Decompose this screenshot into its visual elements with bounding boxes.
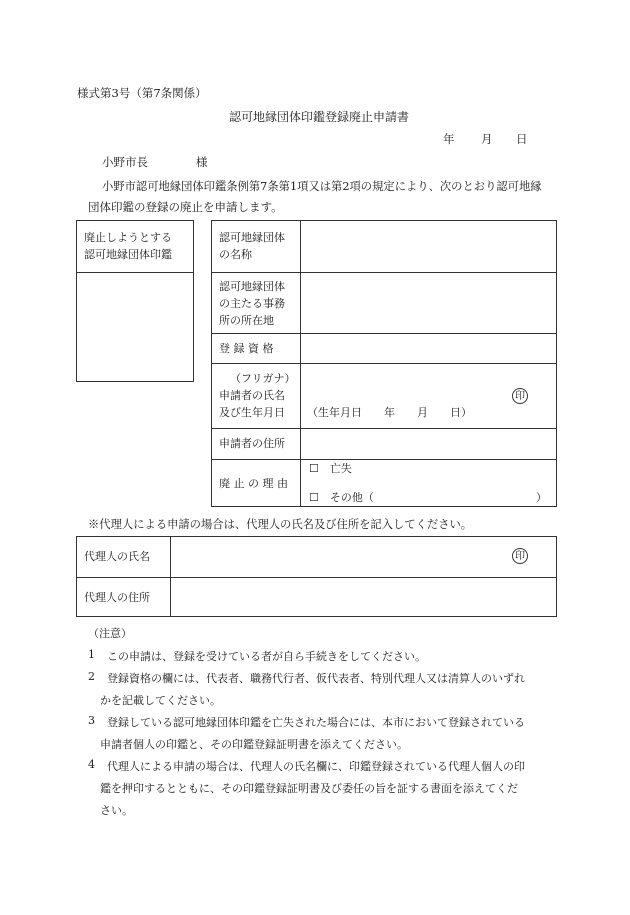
note-4-line-2: 鑑を押印するとともに、その印鑑登録証明書及び委任の旨を証する書面を添えてくだ bbox=[100, 782, 518, 795]
agent-address-label: 代理人の住所 bbox=[84, 591, 150, 604]
addressee-name: 小野市長 bbox=[102, 155, 148, 169]
notes-heading: （注意） bbox=[88, 627, 132, 640]
reason-option-lost[interactable]: ☐ 亡失 bbox=[309, 462, 352, 475]
agent-table-row-divider bbox=[76, 577, 557, 578]
applicant-address-label: 申請者の住所 bbox=[219, 437, 285, 450]
body-line-1: 小野市認可地縁団体印鑑条例第7条第1項又は第2項の規定により、次のとおり認可地縁 bbox=[102, 180, 542, 193]
note-2-line-1: 登録資格の欄には、代表者、職務代行者、仮代表者、特別代理人又は清算人のいずれ bbox=[107, 672, 525, 685]
applicant-seal-mark: 印 bbox=[512, 388, 528, 404]
note-4-line-1: 代理人による申請の場合は、代理人の氏名欄に、印鑑登録されている代理人個人の印 bbox=[107, 760, 525, 773]
body-line-2: 団体印鑑の登録の廃止を申請します。 bbox=[88, 200, 283, 214]
furigana-label: （フリガナ） bbox=[230, 372, 296, 385]
group-name-label-line-2: の名称 bbox=[219, 248, 252, 261]
agent-name-label: 代理人の氏名 bbox=[84, 550, 150, 563]
group-name-field[interactable] bbox=[302, 222, 555, 271]
note-number: 4 bbox=[88, 758, 95, 771]
note-1-line-1: この申請は、登録を受けている者が自ら手続きをしてください。 bbox=[107, 650, 426, 663]
note-number: 2 bbox=[88, 670, 95, 683]
birth-date-label: 及び生年月日 bbox=[219, 406, 285, 419]
qualification-label: 登 録 資 格 bbox=[219, 342, 274, 355]
agent-name-field[interactable] bbox=[172, 538, 502, 576]
birth-date-field[interactable]: （生年月日 年 月 日） bbox=[307, 406, 472, 419]
office-address-label-line-1: 認可地縁団体 bbox=[219, 280, 285, 293]
table-row-divider bbox=[211, 459, 557, 460]
note-number: 1 bbox=[88, 648, 95, 661]
office-address-field[interactable] bbox=[302, 274, 555, 332]
date-month-label: 月 bbox=[481, 132, 493, 146]
note-2-line-2: かを記載してください。 bbox=[100, 694, 221, 707]
office-address-label-line-3: 所の所在地 bbox=[219, 314, 274, 327]
table-row-divider bbox=[211, 272, 557, 273]
document-title: 認可地縁団体印鑑登録廃止申請書 bbox=[229, 110, 410, 124]
date-year-label: 年 bbox=[443, 132, 455, 146]
note-3-line-1: 登録している認可地縁団体印鑑を亡失された場合には、本市において登録されている bbox=[107, 716, 525, 729]
seal-box-label-line-1: 廃止しようとする bbox=[84, 231, 172, 244]
note-4-line-3: さい。 bbox=[100, 804, 133, 817]
date-day-label: 日 bbox=[516, 132, 528, 146]
table-row-divider bbox=[211, 363, 557, 364]
applicant-name-field[interactable] bbox=[302, 365, 502, 399]
reason-label: 廃 止 の 理 由 bbox=[219, 477, 288, 490]
applicant-address-field[interactable] bbox=[302, 430, 555, 458]
reason-other-close-paren: ） bbox=[536, 491, 547, 504]
reason-option-other[interactable]: ☐ その他（ bbox=[309, 491, 374, 504]
addressee-honorific: 様 bbox=[196, 155, 208, 169]
table-row-divider bbox=[211, 333, 557, 334]
note-3-line-2: 申請者個人の印鑑と、その印鑑登録証明書を添えてください。 bbox=[100, 738, 408, 751]
agent-address-field[interactable] bbox=[172, 579, 555, 616]
group-name-label-line-1: 認可地縁団体 bbox=[219, 231, 285, 244]
applicant-name-label: 申請者の氏名 bbox=[219, 389, 285, 402]
office-address-label-line-2: の主たる事務 bbox=[219, 297, 285, 310]
qualification-field[interactable] bbox=[302, 335, 555, 362]
seal-impression-area[interactable] bbox=[77, 274, 193, 381]
seal-box-label-line-2: 認可地縁団体印鑑 bbox=[84, 248, 172, 261]
seal-box-divider bbox=[76, 272, 194, 273]
agent-seal-mark: 印 bbox=[512, 548, 528, 564]
note-number: 3 bbox=[88, 714, 95, 727]
form-number: 様式第3号（第7条関係） bbox=[77, 86, 207, 100]
agent-note: ※代理人による申請の場合は、代理人の氏名及び住所を記入してください。 bbox=[88, 518, 473, 531]
table-row-divider bbox=[211, 428, 557, 429]
